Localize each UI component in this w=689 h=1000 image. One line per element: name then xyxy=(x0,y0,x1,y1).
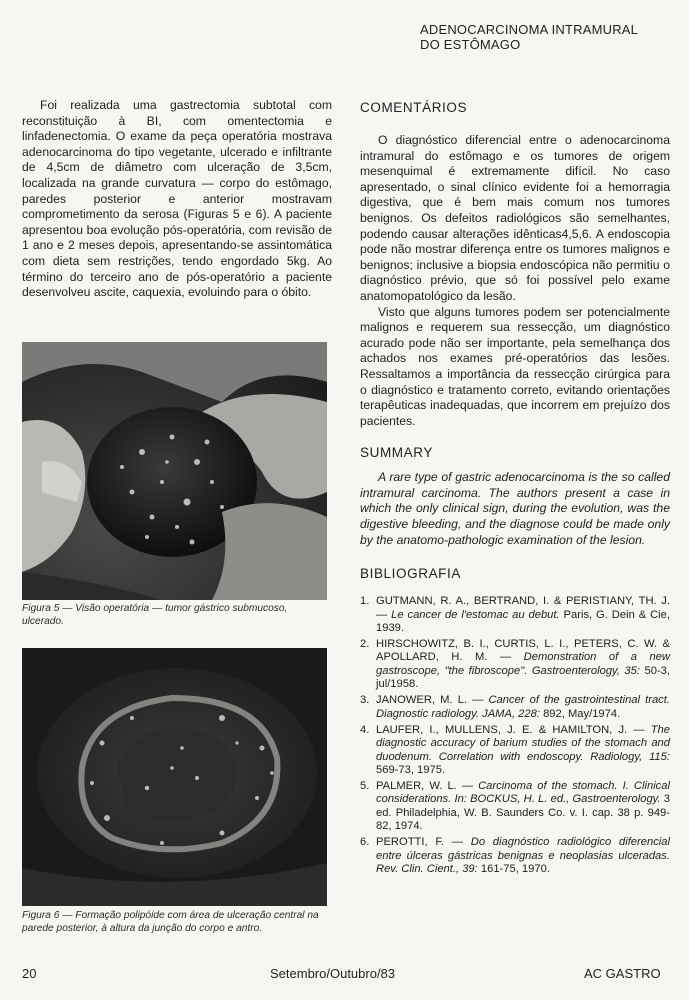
figure-5-caption: Figura 5 — Visão operatória — tumor gástrico submucoso, ulcerado. xyxy=(22,603,288,627)
header-title-line1: ADENOCARCINOMA INTRAMURAL xyxy=(420,22,639,37)
issue-date: Setembro/Outubro/83 xyxy=(270,966,396,981)
reference-item: 5. PALMER, W. L. — Carcinoma of the stomach. I. Clinical considerations. In: BOCKUS, H. L. ed., Gastroenterology. 3 ed. Philadelphia, W. B. Saunders Co. v. I. cap. 38 p. 949-82, 1974. xyxy=(360,780,670,832)
figure-6-photo xyxy=(22,648,327,906)
running-header xyxy=(420,22,680,52)
header-title-line2: DO ESTÔMAGO xyxy=(420,37,521,52)
comentarios-paragraph-2: Visto que alguns tumores podem ser potencialmente malignos e requerem sua ressecção, um diagnóstico acurado pode não ser importante, pela semelhança dos achados nos exames pré-operatórios das lesões. Ressaltamos a importância da ressecção cirúrgica para o diagnóstico e tratamento correto, evitando orientações terapêuticas inadequadas, que incorrem em prejuízo dos pacientes. xyxy=(360,304,670,428)
reference-item: 1. GUTMANN, R. A., BERTRAND, I. & PERISTIANY, TH. J. — Le cancer de l'estomac au debut. Paris, G. Dein & Cie, 1939. xyxy=(360,595,670,634)
reference-list xyxy=(360,595,670,876)
left-column xyxy=(22,98,332,301)
reference-item: 3. JANOWER, M. L. — Cancer of the gastrointestinal tract. Diagnostic radiology. JAMA, 228: 892, May/1974. xyxy=(360,694,670,720)
bibliografia-heading: BIBLIOGRAFIA xyxy=(360,566,461,582)
summary-paragraph: A rare type of gastric adenocarcinoma is the so called intramural carcinoma. The authors present a case in which the only clinical sign, during the evolution, was the digestive bleeding, and the diagnose could be made only by the anatomo-pathologic examination of the lesion. xyxy=(360,470,670,547)
summary-heading: SUMMARY xyxy=(360,445,433,461)
case-report-paragraph: Foi realizada uma gastrectomia subtotal com reconstituição à BI, com omentectomia e linfadenectomia. O exame da peça operatória mostrava adenocarcinoma do tipo vegetante, ulcerado e infiltrante de 4,5cm de diâmetro com ulceração de 3,5cm, localizada na grande curvatura — corpo do estômago, paredes posterior e anterior mostravam comprometimento da serosa (Figuras 5 e 6). A paciente apresentou boa evolução pós-operatória, com revisão de 1 ano e 2 meses depois, apresentando-se assintomática com dieta sem restrições, tendo engordado 5kg. Ao término do terceiro ano de pós-operatório a paciente desenvolveu ascite, caquexia, evoluindo para o óbito. xyxy=(22,98,332,300)
journal-name: AC GASTRO xyxy=(584,966,661,981)
figure-6-caption: Figura 6 — Formação polipóide com área de ulceração central na parede posterior, à altura da junção do corpo e antro. xyxy=(22,910,319,934)
reference-item: 2. HIRSCHOWITZ, B. I., CURTIS, L. I., PETERS, C. W. & APOLLARD, H. M. — Demonstration of a new gastroscope, "the fibroscope". Gastroenterology, 35: 50-3, jul/1958. xyxy=(360,638,670,691)
right-column xyxy=(360,100,670,879)
figure-5-photo xyxy=(22,342,327,600)
reference-item: 6. PEROTTI, F. — Do diagnóstico radiológico diferencial entre úlceras gástricas benignas e neoplasias ulceradas. Rev. Clin. Cient., 39: 161-75, 1970. xyxy=(360,836,670,875)
comentarios-heading: COMENTÁRIOS xyxy=(360,100,468,115)
reference-item: 4. LAUFER, I., MULLENS, J. E. & HAMILTON, J. — The diagnostic accuracy of barium studies of the stomach and duodenum. Correlation with endoscopy. Radiology, 115: 569-73, 1975. xyxy=(360,723,670,776)
page-number: 20 xyxy=(22,966,37,981)
comentarios-paragraph-1: O diagnóstico diferencial entre o adenocarcinoma intramural do estômago e os tumores de origem mesenquimal é extremamente difícil. No caso apresentado, o sinal clínico evidente foi a hemorragia digestiva, que é bem mais comum nos tumores benignos. Os defeitos radiológicos são semelhantes, podendo causar alterações idênticas4,5,6. A endoscopia pode não mostrar diferença entre os tumores malignos e benignos; inclusive a biopsia endoscópica não permitiu o diagnóstico prévio, que só foi possível pelo exame anatomopatológico da lesão. xyxy=(360,133,670,303)
